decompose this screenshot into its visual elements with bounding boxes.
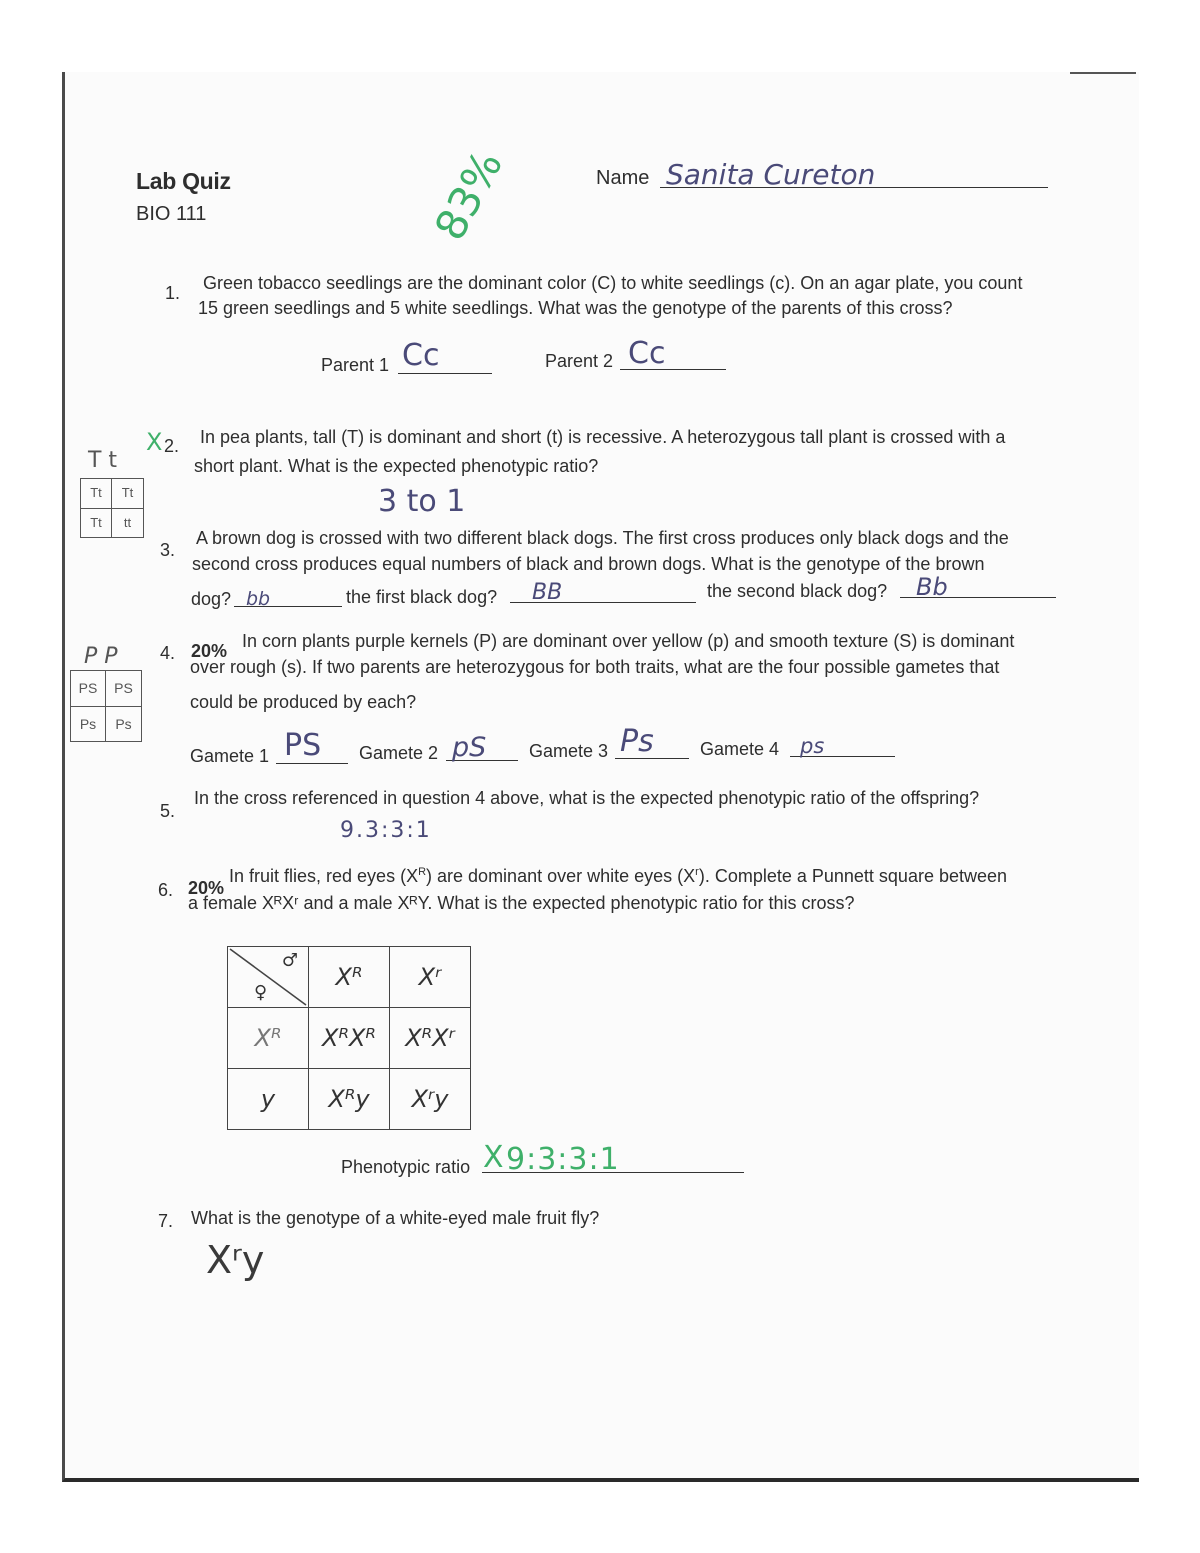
q1-line1: Green tobacco seedlings are the dominant color (C) to white seedlings (c). On an agar plate, you count <box>203 273 1023 293</box>
q6-line1-b: ) are dominant over white eyes (X <box>426 866 696 886</box>
punnett-cell: Xᴿy <box>309 1069 390 1130</box>
q2-answer: 3 to 1 <box>378 484 466 519</box>
gamete3-answer: Ps <box>620 724 654 759</box>
q3-line1: A brown dog is crossed with two different black dogs. The first cross produces only black dogs and the <box>196 528 1009 548</box>
gamete2-answer: pS <box>452 732 487 763</box>
q2-line1: In pea plants, tall (T) is dominant and short (t) is recessive. A heterozygous tall plant is crossed with a <box>200 427 1006 447</box>
punnett-col-header: Xᴿ <box>309 947 390 1008</box>
q4-scratch-square <box>70 670 142 742</box>
ratio-wrong-mark: X <box>483 1140 504 1175</box>
q5-number: 5. <box>160 801 176 821</box>
punnett-row-header: Xᴿ <box>228 1008 309 1069</box>
q7-number: 7. <box>158 1211 174 1231</box>
q6-number: 6. <box>158 880 174 900</box>
page-edge <box>1070 72 1136 74</box>
q3-second-answer: Bb <box>916 573 948 601</box>
gamete4-answer: ps <box>800 734 825 758</box>
punnett-cell: XᴿXᴿ <box>309 1008 390 1069</box>
punnett-cell: Xʳy <box>390 1069 471 1130</box>
q6-sup-r: R <box>418 866 427 878</box>
q2-scratch-cell: Tt <box>81 479 112 509</box>
q4-weight: 20% <box>191 641 228 661</box>
q7-answer: Xʳy <box>206 1238 265 1282</box>
parent2-label: Parent 2 <box>545 351 614 371</box>
q4-scratch-header: P P <box>84 644 118 669</box>
q6-weight: 20% <box>188 878 225 898</box>
ratio-answer: 9:3:3:1 <box>506 1142 620 1177</box>
q4-line2: over rough (s). If two parents are heterozygous for both traits, what are the four possible gametes that <box>190 657 1000 677</box>
q2-scratch-cell: tt <box>123 514 132 530</box>
q6-line1-a: In fruit flies, red eyes (X <box>229 866 419 886</box>
punnett-square <box>227 946 471 1130</box>
q6-sup-w: r <box>695 866 699 878</box>
q7-line1: What is the genotype of a white-eyed male fruit fly? <box>191 1208 600 1228</box>
male-symbol: ♂ <box>281 950 298 971</box>
q4-scratch-cell: PS <box>106 671 141 707</box>
punnett-cell: XᴿXʳ <box>390 1008 471 1069</box>
parent1-label: Parent 1 <box>321 355 390 375</box>
parent1-line <box>398 373 492 374</box>
score-mark: 83% <box>425 142 513 249</box>
q3-line2: second cross produces equal numbers of black and brown dogs. What is the genotype of the brown <box>192 554 985 574</box>
q3-second-label: the second black dog? <box>707 581 888 601</box>
name-label: Name <box>596 167 650 189</box>
gamete1-line <box>276 763 348 764</box>
q3-dog-answer: bb <box>246 588 271 610</box>
gamete3-label: Gamete 3 <box>529 741 609 761</box>
q3-dog-label: dog? <box>191 589 232 609</box>
female-symbol: ♀ <box>254 982 268 1003</box>
q3-number: 3. <box>160 540 176 560</box>
punnett-col-header: Xʳ <box>390 947 471 1008</box>
parent1-answer: Cc <box>402 338 440 373</box>
q2-scratch-cell: Tt <box>112 479 143 509</box>
gamete1-answer: PS <box>284 728 322 763</box>
q4-scratch-cell: PS <box>71 671 106 707</box>
q2-line2: short plant. What is the expected phenotypic ratio? <box>194 456 599 476</box>
q3-first-answer: BB <box>532 580 563 605</box>
quiz-title: Lab Quiz <box>136 168 231 194</box>
parent2-answer: Cc <box>628 336 666 371</box>
q4-number: 4. <box>160 643 176 663</box>
name-answer: Sanita Cureton <box>666 158 876 191</box>
q3-first-label: the first black dog? <box>346 587 498 607</box>
q5-line1: In the cross referenced in question 4 above, what is the expected phenotypic ratio of the offspring? <box>194 788 980 808</box>
ratio-label: Phenotypic ratio <box>341 1157 471 1177</box>
q2-wrong-mark: X <box>146 428 163 456</box>
q4-scratch-cell: Ps <box>115 715 132 732</box>
q6-line1 <box>229 866 1007 887</box>
q2-number: 2. <box>164 436 180 456</box>
q4-scratch-cell: Ps <box>71 707 106 742</box>
q2-scratch-cell: Tt <box>81 509 112 538</box>
q2-scratch-header: T t <box>88 448 118 473</box>
q4-line1: In corn plants purple kernels (P) are dominant over yellow (p) and smooth texture (S) is dominant <box>242 631 1015 651</box>
q2-scratch-square <box>80 478 144 538</box>
q6-line2: a female XᴿXʳ and a male XᴿY. What is the expected phenotypic ratio for this cross? <box>188 893 855 913</box>
gamete1-label: Gamete 1 <box>190 746 270 766</box>
punnett-corner <box>228 947 309 1008</box>
gamete2-label: Gamete 2 <box>359 743 439 763</box>
q1-number: 1. <box>165 283 181 303</box>
course-code: BIO 111 <box>136 203 207 225</box>
q4-line3: could be produced by each? <box>190 692 417 712</box>
q5-answer: 9.3:3:1 <box>340 818 432 843</box>
q1-line2: 15 green seedlings and 5 white seedlings. What was the genotype of the parents of this cross? <box>198 298 953 318</box>
gamete4-label: Gamete 4 <box>700 739 780 759</box>
punnett-row-header: y <box>228 1069 309 1130</box>
q6-line1-c: ). Complete a Punnett square between <box>698 866 1008 886</box>
